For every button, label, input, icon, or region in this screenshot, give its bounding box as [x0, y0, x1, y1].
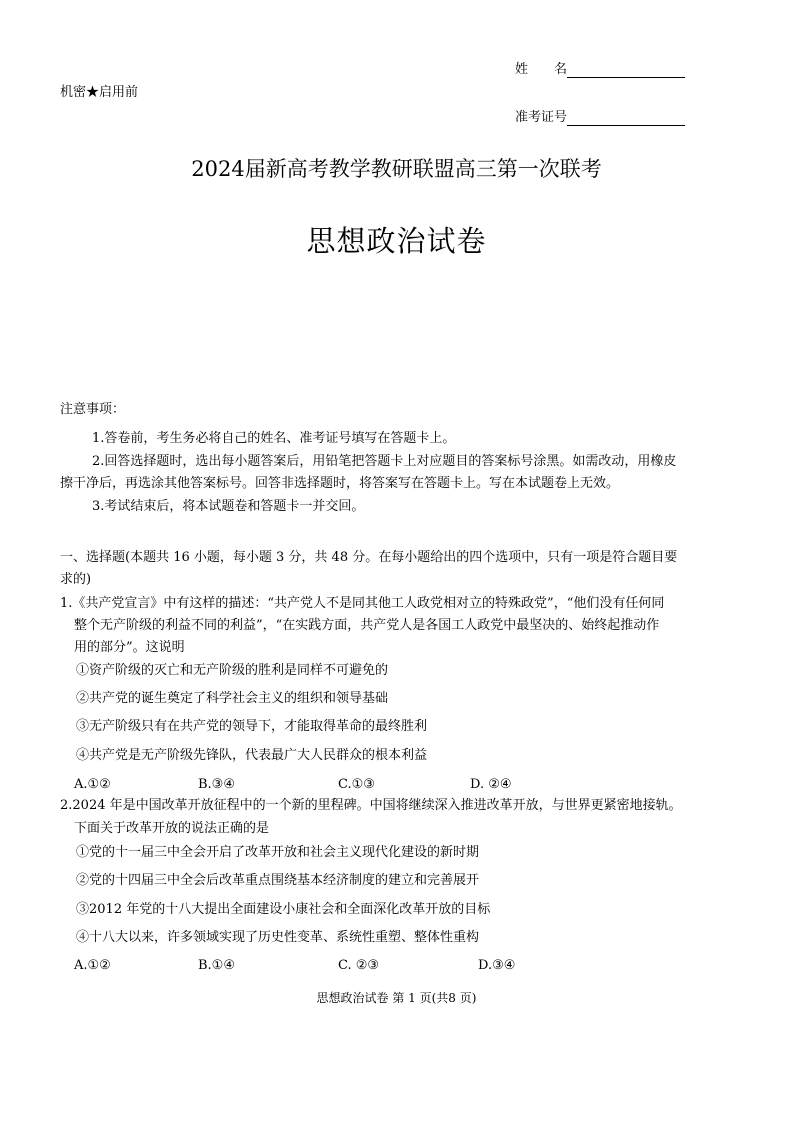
- confidential-mark: 机密★启用前: [60, 85, 139, 100]
- question-1-stem: 1.《共产党宣言》中有这样的描述：“共产党人不是同其他工人政党相对立的特殊政党”，“他们没有任何同: [60, 596, 665, 611]
- question-2-options: [0, 958, 793, 974]
- question-1-options: [0, 777, 793, 793]
- name-blank-line: [567, 62, 685, 78]
- question-1-item: ②共产党的诞生奠定了科学社会主义的组织和领导基础: [76, 691, 389, 706]
- option-d: D. ②④: [470, 777, 512, 792]
- exam-id-field: [515, 110, 685, 126]
- question-1-stem: 整个无产阶级的利益不同的利益”，“在实践方面，共产党人是各国工人政党中最坚决的、始终起推动作: [74, 618, 660, 633]
- question-1-stem: 用的部分”。这说明: [74, 640, 185, 655]
- question-1-item: ①资产阶级的灭亡和无产阶级的胜利是同样不可避免的: [76, 663, 389, 678]
- question-1-item: ④共产党是无产阶级先锋队，代表最广大人民群众的根本利益: [76, 748, 428, 763]
- option-c: C.①③: [338, 777, 375, 792]
- notice-item: 2.回答选择题时，选出每小题答案后，用铅笔把答题卡上对应题目的答案标号涂黑。如需改动，用橡皮: [92, 454, 677, 469]
- name-field: [515, 62, 685, 78]
- page-footer: 思想政治试卷 第 1 页(共8 页): [316, 991, 477, 1005]
- exam-id-label: 准考证号: [515, 110, 568, 125]
- question-2-item: ③2012 年党的十八大提出全面建设小康社会和全面深化改革开放的目标: [76, 902, 491, 917]
- exam-title: 2024届新高考教学教研联盟高三第一次联考: [191, 157, 602, 181]
- notice-item: 1.答卷前，考生务必将自己的姓名、准考证号填写在答题卡上。: [92, 431, 456, 446]
- notice-item: 3.考试结束后，将本试题卷和答题卡一并交回。: [92, 499, 365, 514]
- notice-item-continued: 擦干净后，再选涂其他答案标号。回答非选择题时，将答案写在答题卡上。写在本试题卷上无效。: [60, 476, 620, 491]
- option-d: D.③④: [478, 958, 516, 973]
- question-2-stem: 2.2024 年是中国改革开放征程中的一个新的里程碑。中国将继续深入推进改革开放，与世界更紧密地接轨。: [60, 798, 682, 813]
- option-c: C. ②③: [338, 958, 380, 973]
- section-heading: 一、选择题(本题共 16 小题，每小题 3 分，共 48 分。在每小题给出的四个选项中，只有一项是符合题目要: [60, 550, 678, 565]
- option-b: B.①④: [198, 958, 235, 973]
- question-2-item: ①党的十一届三中全会开启了改革开放和社会主义现代化建设的新时期: [76, 845, 480, 860]
- question-2-item: ②党的十四届三中全会后改革重点围绕基本经济制度的建立和完善展开: [76, 873, 480, 888]
- option-b: B.③④: [198, 777, 235, 792]
- option-a: A.①②: [74, 777, 111, 792]
- section-heading-continued: 求的): [60, 572, 92, 587]
- exam-id-blank-line: [567, 110, 685, 126]
- question-2-stem: 下面关于改革开放的说法正确的是: [74, 821, 270, 836]
- option-a: A.①②: [74, 958, 111, 973]
- notice-heading: 注意事项：: [60, 402, 126, 417]
- question-2-item: ④十八大以来，许多领域实现了历史性变革、系统性重塑、整体性重构: [76, 930, 480, 945]
- subject-title: 思想政治试卷: [306, 224, 487, 258]
- question-1-item: ③无产阶级只有在共产党的领导下，才能取得革命的最终胜利: [76, 719, 428, 734]
- name-label: 姓 名: [515, 62, 568, 77]
